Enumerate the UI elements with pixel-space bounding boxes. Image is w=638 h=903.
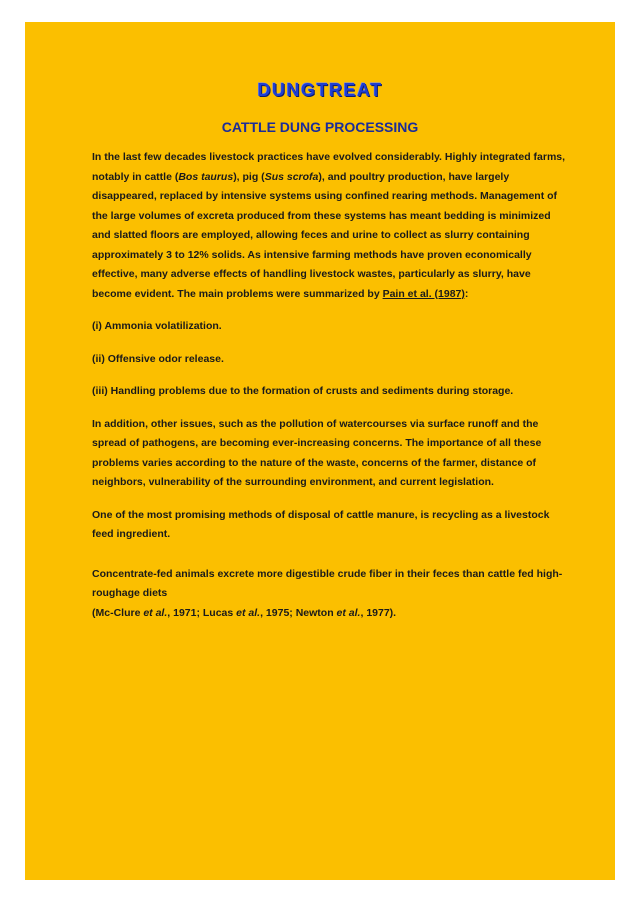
paragraph-issues: In addition, other issues, such as the pollution of watercourses via surface runoff and the spread of pathogens, are becoming ever-increasing concerns. The importance of all these problems varies according to the nature of the waste, concerns of the farmer, distance of neighbors, vulnerability of the surrounding environment, and current legislation. [92, 417, 542, 488]
et-al: et al. [336, 606, 361, 619]
text-run: ), and poultry production, have largely disappeared, replaced by intensive systems using confined rearing methods. Management of the large volumes of excreta produced from these systems has meant bedding is minimized and slatted floors are employed, allowing feces and urine to collect as slurry containing approximately 3 to 12% solids. As intensive farming methods have proven economically effective, many adverse effects of handling livestock wastes, particularly as slurry, have become evident. The main problems were summarized by [92, 170, 558, 300]
text-run: : [464, 287, 469, 300]
document-title: DUNGTREAT [257, 80, 383, 100]
document-subtitle: CATTLE DUNG PROCESSING [221, 119, 419, 135]
text-run: , 1971; Lucas [167, 606, 237, 619]
species-name: Sus scrofa [264, 170, 319, 183]
paragraph-intro [92, 148, 572, 304]
text-run: Concentrate-fed animals excrete more digestible crude fiber in their feces than cattle fed high-roughage diets [92, 567, 563, 599]
species-name: Bos taurus [178, 170, 234, 183]
paragraph-recycling: One of the most promising methods of disposal of cattle manure, is recycling as a livestock feed ingredient. [92, 508, 550, 540]
document-body [92, 148, 572, 623]
text-run: , 1977). [360, 606, 397, 619]
paragraph-fiber [92, 565, 572, 624]
text-run: ), pig ( [233, 170, 265, 183]
list-item: (i) Ammonia volatilization. [92, 320, 222, 332]
text-run: (Mc-Clure [92, 606, 144, 619]
citation-link[interactable]: Pain et al. (1987) [382, 287, 465, 300]
list-item: (iii) Handling problems due to the formation of crusts and sediments during storage. [92, 385, 514, 397]
et-al: et al. [143, 606, 168, 619]
list-item: (ii) Offensive odor release. [92, 352, 224, 365]
text-run: , 1975; Newton [260, 606, 337, 619]
et-al: et al. [236, 606, 261, 619]
text-run: In the last few decades livestock practices have evolved considerably. Highly integrated farms, notably in cattle ( [92, 151, 566, 183]
document-page [25, 22, 615, 880]
